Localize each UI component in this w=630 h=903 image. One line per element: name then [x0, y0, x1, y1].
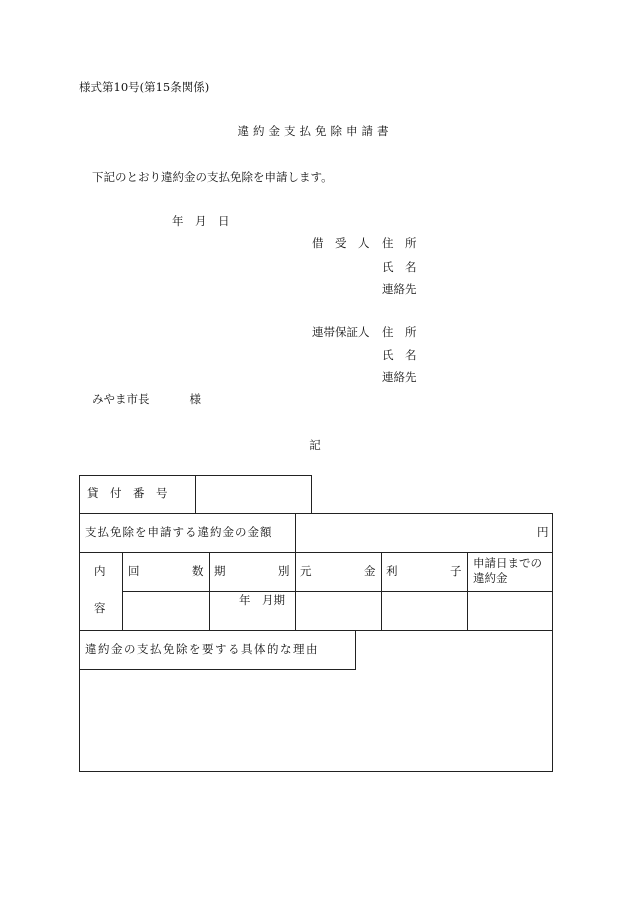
col-penalty-line1: 申請日までの: [473, 556, 542, 570]
table-border: [79, 513, 553, 514]
table-border: [79, 669, 356, 670]
col-shi: 子: [450, 564, 462, 578]
ki-heading: 記: [309, 438, 321, 452]
table-border: [295, 513, 296, 552]
guarantor-address-label: 住 所: [382, 325, 417, 339]
intro-text: 下記のとおり違約金の支払免除を申請します。: [92, 170, 333, 184]
col-penalty-line2: 違約金: [473, 571, 508, 585]
table-border: [122, 552, 123, 630]
borrower-label: 借 受 人: [312, 236, 370, 250]
table-border: [122, 591, 553, 592]
content-label-bottom: 容: [94, 601, 106, 615]
table-border: [209, 552, 210, 630]
addressee: [92, 394, 201, 406]
period-value: 年 月期: [239, 593, 285, 607]
date-line: 年 月 日: [172, 214, 230, 228]
addressee-honorific: 様: [189, 392, 201, 406]
table-border: [355, 630, 356, 669]
reason-label: 違約金の支払免除を要する具体的な理由: [85, 642, 319, 656]
table-border: [79, 771, 553, 772]
borrower-contact-label: 連絡先: [382, 282, 417, 296]
guarantor-contact-label: 連絡先: [382, 370, 417, 384]
col-kazu: 数: [192, 564, 204, 578]
application-form-table: [79, 475, 553, 771]
document-title: 違約金支払免除申請書: [237, 124, 393, 138]
col-moto: 元: [300, 564, 312, 578]
table-border: [295, 552, 296, 630]
penalty-amount-label: 支払免除を申請する違約金の金額: [85, 525, 273, 539]
guarantor-name-label: 氏 名: [382, 348, 417, 362]
table-border: [79, 630, 553, 631]
table-border: [552, 513, 553, 772]
form-number: 様式第10号(第15条関係): [79, 80, 210, 94]
col-ri: 利: [386, 564, 398, 578]
table-border: [467, 552, 468, 630]
borrower-address-label: 住 所: [382, 236, 417, 250]
col-kai: 回: [128, 564, 140, 578]
table-border: [79, 552, 553, 553]
borrower-name-label: 氏 名: [382, 260, 417, 274]
col-ki: 期: [214, 564, 226, 578]
penalty-amount-unit: 円: [537, 525, 549, 539]
table-border: [79, 475, 80, 772]
table-border: [195, 475, 196, 513]
col-betsu: 別: [278, 564, 290, 578]
loan-number-label: 貸 付 番 号: [87, 486, 168, 500]
col-kin: 金: [364, 564, 376, 578]
table-border: [311, 475, 312, 513]
table-border: [381, 552, 382, 630]
guarantor-label: 連帯保証人: [312, 325, 370, 339]
addressee-name: みやま市長: [92, 392, 150, 406]
content-label-top: 内: [94, 564, 106, 578]
